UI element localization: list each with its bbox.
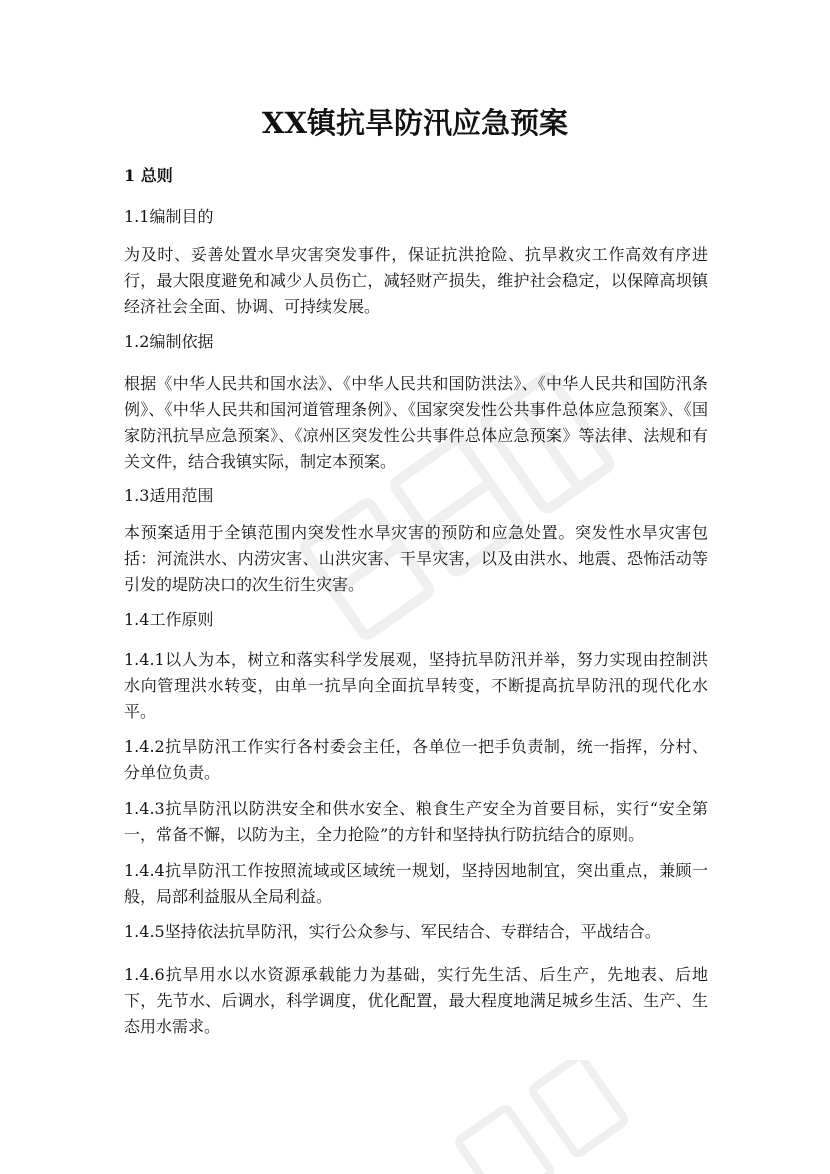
section-heading-scope: 1.3适用范围	[124, 486, 214, 505]
paragraph-scope: 本预案适用于全镇范围内突发性水旱灾害的预防和应急处置。突发性水旱灾害包括：河流洪水、内涝灾害、山洪灾害、干旱灾害，以及由洪水、地震、恐怖活动等引发的堤防决口的次生衍生灾害。	[124, 523, 708, 594]
watermark-fragment-icon	[430, 1060, 650, 1174]
paragraph-principle-3: 1.4.3抗旱防汛以防洪安全和供水安全、粮食生产安全为首要目标，实行“安全第一，常备不懈，以防为主，全力抢险”的方针和坚持执行防抗结合的原则。	[124, 799, 708, 844]
paragraph-purpose: 为及时、妥善处置水旱灾害突发事件，保证抗洪抢险、抗旱救灾工作高效有序进行，最大限度避免和减少人员伤亡，减轻财产损失，维护社会稳定，以保障高坝镇经济社会全面、协调、可持续发展。	[124, 245, 708, 316]
paragraph-principle-1: 1.4.1以人为本，树立和落实科学发展观，坚持抗旱防汛并举，努力实现由控制洪水向管理洪水转变，由单一抗旱向全面抗旱转变，不断提高抗旱防汛的现代化水平。	[124, 650, 708, 721]
paragraph-principle-2: 1.4.2抗旱防汛工作实行各村委会主任，各单位一把手负责制，统一指挥，分村、分单位负责。	[124, 737, 708, 782]
paragraph-principle-5: 1.4.5坚持依法抗旱防汛，实行公众参与、军民结合、专群结合，平战结合。	[124, 922, 661, 941]
section-heading-principles: 1.4工作原则	[124, 610, 214, 629]
document-title: XX镇抗旱防汛应急预案	[261, 106, 568, 140]
section-heading-purpose: 1.1编制目的	[124, 207, 214, 226]
section-heading-basis: 1.2编制依据	[124, 332, 214, 351]
paragraph-basis: 根据《中华人民共和国水法》、《中华人民共和国防洪法》、《中华人民共和国防汛条例》、《中华人民共和国河道管理条例》、《国家突发性公共事件总体应急预案》、《国家防汛抗旱应急预案》、《凉州区突发性公共事件总体应急预案》等法律、法规和有关文件，结合我镇实际，制定本预案。	[124, 374, 708, 471]
paragraph-principle-6: 1.4.6抗旱用水以水资源承载能力为基础，实行先生活、后生产，先地表、后地下，先节水、后调水，科学调度，优化配置，最大程度地满足城乡生活、生产、生态用水需求。	[124, 965, 708, 1036]
paragraph-principle-4: 1.4.4抗旱防汛工作按照流域或区域统一规划，坚持因地制宜，突出重点，兼顾一般，局部利益服从全局利益。	[124, 861, 708, 906]
section-heading-general: 1 总则	[124, 166, 173, 185]
